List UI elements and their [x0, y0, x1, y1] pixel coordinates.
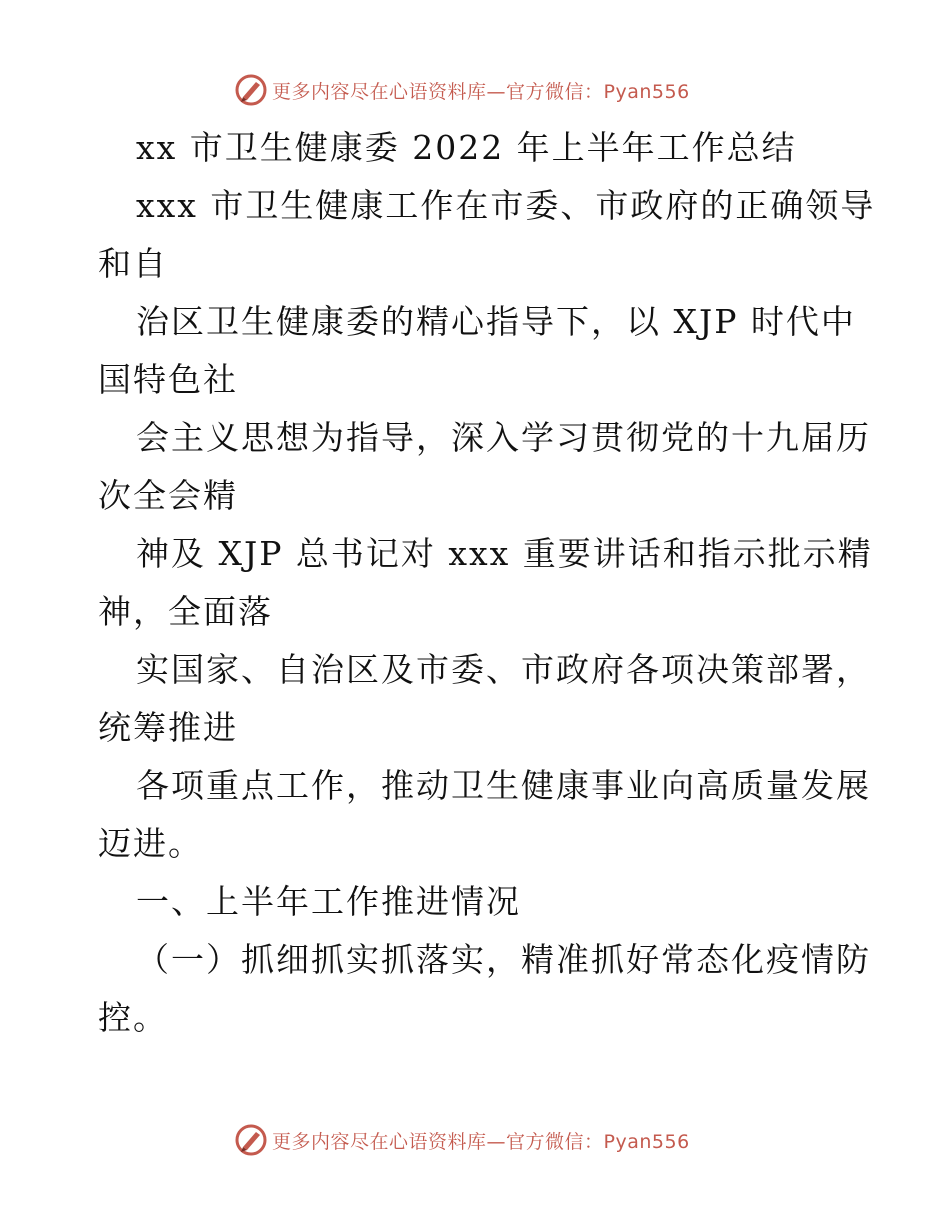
watermark-text: 更多内容尽在心语资料库—官方微信：Pyan556	[272, 80, 690, 103]
paragraph-line: 各项重点工作，推动卫生健康事业向高质量发展	[136, 766, 871, 805]
section-heading: 一、上半年工作推进情况	[136, 882, 521, 921]
subsection-heading-continuation: 控。	[98, 998, 168, 1037]
paragraph-line: 统筹推进	[98, 708, 238, 747]
paragraph-line: 会主义思想为指导，深入学习贯彻党的十九届历	[136, 418, 871, 457]
paragraph-line: 神及 XJP 总书记对 xxx 重要讲话和指示批示精	[136, 534, 873, 573]
pen-seal-logo-icon	[234, 1123, 268, 1157]
paragraph-line: 治区卫生健康委的精心指导下，以 XJP 时代中	[136, 302, 856, 341]
paragraph-line: 和自	[98, 244, 168, 283]
pen-seal-logo-icon	[234, 73, 268, 107]
subsection-heading: （一）抓细抓实抓落实，精准抓好常态化疫情防	[136, 940, 871, 979]
paragraph-line: xxx 市卫生健康工作在市委、市政府的正确领导	[136, 186, 876, 225]
header-watermark	[234, 72, 690, 108]
paragraph-line: 次全会精	[98, 476, 238, 515]
footer-watermark	[234, 1122, 690, 1158]
paragraph-line: 迈进。	[98, 824, 203, 863]
paragraph-line: 国特色社	[98, 360, 238, 399]
paragraph-line: 实国家、自治区及市委、市政府各项决策部署，	[136, 650, 871, 689]
watermark-text: 更多内容尽在心语资料库—官方微信：Pyan556	[272, 1130, 690, 1153]
document-title: xx 市卫生健康委 2022 年上半年工作总结	[136, 128, 797, 167]
paragraph-line: 神，全面落	[98, 592, 273, 631]
